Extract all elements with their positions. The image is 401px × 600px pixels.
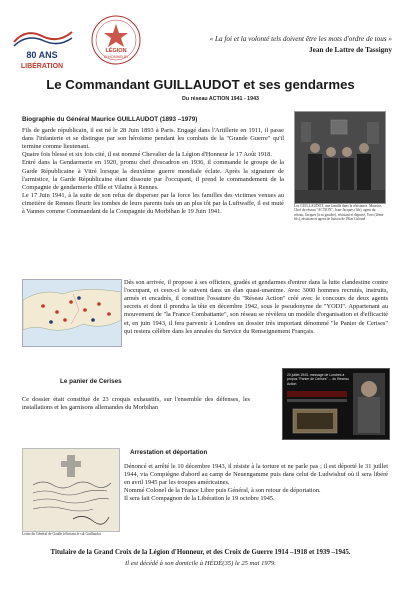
logo-left-line2: LIBÉRATION: [20, 63, 64, 70]
morbihan-map: [22, 279, 122, 347]
biography-heading: Biographie du Général Maurice GUILLAUDOT (1893 –1979): [22, 116, 198, 123]
family-photo: [294, 111, 386, 204]
logo-left-line1: 80 ANS: [26, 50, 58, 60]
biography-paragraph: Entré dans la Gendarmerie en 1920, promu chef d'escadron en 1936, il commande le groupe de la Garde Républicaine à Vitré lorsque la deuxième guerre mondiale éclate. Après la signature de l'armistice, la Garde Républicaine étant dissoute par l'occupant, il prend le commandement de la Compagnie de gendarmerie d'Ille et Vilaine à Rennes.: [22, 159, 284, 191]
family-photo-caption: Les GUILLAUDOT, une famille dans la résistance. Maurice, Chef du réseau "ACTION", Jean-Jacques (fils), agent du réseau, Jacques (à sa gauche), résistant et déporté, Yves (2ème fils), résistant et agent de liaison de l'Etat Colonel: [294, 204, 384, 222]
panier-image-text: 20 juillet 1943, message de Londres à propos "Panier de Cerises" ... du Reseau Action: [287, 373, 349, 386]
de-gaulle-letter-image: [22, 448, 120, 532]
legion-honneur-logo: [90, 14, 142, 66]
biography-paragraph: Le 17 Juin 1941, à la suite de son refus de disperser par la force les familles des victimes venues au cimetière de Rennes fleurir les tombes de leurs parents tués un an plus tôt par la Luftwaffe, il est muté à Vannes comme Commandant de la Compagnie du Morbihan le 19 Juin 1941.: [22, 191, 284, 216]
motto-quote: « La foi et la volonté tels doivent être les mots d'ordre de tous »: [209, 35, 392, 43]
motto-author: Jean de Lattre de Tassigny: [309, 45, 392, 54]
logo-right-line2: D'HONNEUR: [104, 54, 128, 59]
arrest-text: [124, 463, 388, 504]
arrest-paragraph: Nommé Colonel de la France Libre puis Général, à son retour de déportation.: [124, 487, 321, 495]
biography-text: [22, 127, 284, 216]
panier-text: Ce dossier était constitué de 23 croquis exhaustifs, sur l'ensemble des défenses, les installations et les garnisons allemandes du Morbihan: [22, 396, 250, 412]
biography-paragraph: Quatre fois blessé et six fois cité, il est nommé Chevalier de la Légion d'Honneur le 17 Août 1918.: [22, 151, 272, 159]
arrest-heading: Arrestation et déportation: [130, 449, 208, 456]
letter-caption: Lettre du Général de Gaulle félicitant le cdt Guillaudot: [22, 532, 101, 536]
panier-document-image: [282, 368, 390, 440]
logo-right-line1: LÉGION: [105, 48, 127, 54]
arrest-paragraph: Il sera fait Compagnon de la Libération le 19 octobre 1945.: [124, 495, 275, 503]
page-subtitle: Du réseau ACTION 1941 - 1943: [182, 96, 259, 102]
page-title: Le Commandant GUILLAUDOT et ses gendarmes: [46, 77, 355, 92]
liberation-80-logo: [8, 22, 78, 74]
arrest-paragraph: Dénoncé et arrêté le 10 décembre 1943, il résiste à la torture et ne parle pas ; il est déporté le 31 juillet 1944, via Compiègne d'abord au camp de Neuengamme puis dans celui de Ludwishuf où il sera libéré en avril 1945 par les troupes américaines.: [124, 463, 388, 487]
panier-heading: Le panier de Cerises: [60, 378, 122, 385]
footer-death-note: Il est décédé à son domicile à HÉDÉ(35) le 25 mai 1979.: [125, 560, 276, 567]
biography-paragraph: Fils de garde républicain, il est né le 28 Juin 1893 à Paris. Engagé dans l'Artillerie en 1911, il passe dans l'infanterie et se distingue par son héroïsme pendant les combats de la "Grande Guerre" qu'il termine comme lieutenant.: [22, 127, 284, 151]
footer-honors: Titulaire de la Grand Croix de la Légion d'Honneur, et des Croix de Guerre 1914 –1918 et 1939 –1945.: [50, 549, 351, 556]
action-text: Dès son arrivée, il propose à ses officiers, gradés et gendarmes d'entrer dans la lutte clandestine contre l'occupant, et ceux-ci le suivent dans un élan quasi-unanime. Avec 3000 hommes recrutés, instruits, armés et encadrés, il constitue l'ossature du "Réseau Action" créé avec le concours de deux agents secrets et dont il prendra la tête en décembre 1942, sous le pseudonyme de "YODI". Appartenant au mouvement de "la France Combattante", son réseau se révèlera un modèle d'organisation et d'efficacité et, en juin 1943, il fera parvenir à Londres un dossier très important dénommé "le Panier de Cerises" qui restera célèbre dans les annales du Service du Renseignement Français.: [124, 279, 388, 335]
